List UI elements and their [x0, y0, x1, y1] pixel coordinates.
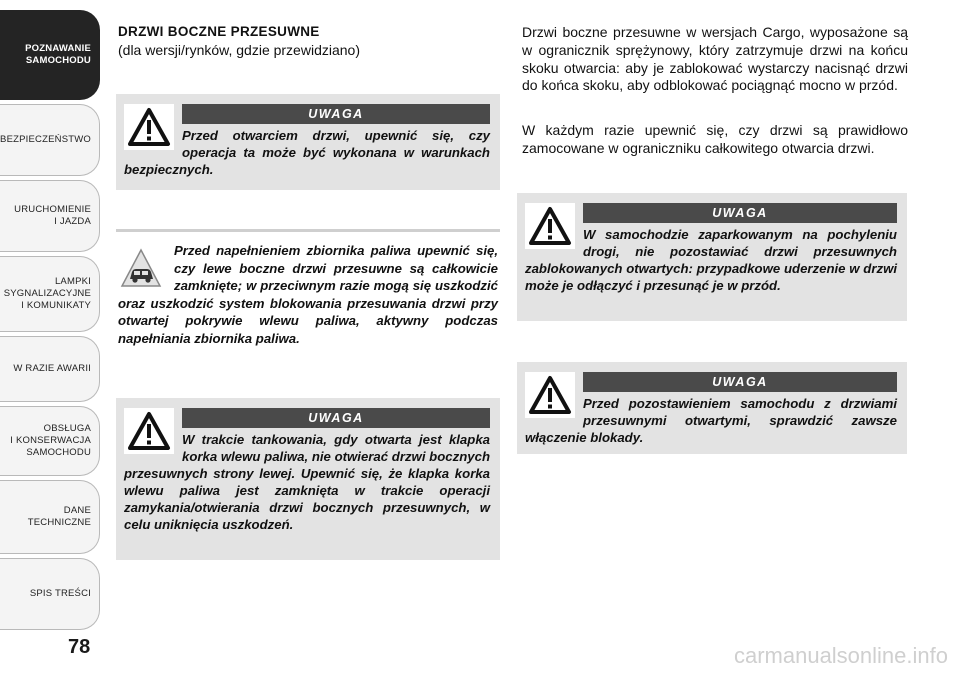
tab-obsluga-i-konserwacja[interactable]: OBSŁUGA I KONSERWACJA SAMOCHODU — [0, 406, 100, 476]
warning-box-1 — [116, 94, 500, 190]
section-heading: DRZWI BOCZNE PRZESUWNE — [118, 24, 320, 39]
tab-spis-tresci[interactable]: SPIS TREŚCI — [0, 558, 100, 630]
warning-text: Przed pozostawieniem samochodu z drzwiami przesuwnymi otwartymi, sprawdzić zawsze włączenie blokady. — [525, 396, 897, 445]
warning-label: UWAGA — [583, 372, 897, 392]
warning-box-4 — [517, 362, 907, 454]
tab-poznawanie-samochodu[interactable]: POZNAWANIE SAMOCHODU — [0, 10, 100, 100]
tab-uruchomienie-i-jazda[interactable]: URUCHOMIENIE I JAZDA — [0, 180, 100, 252]
tab-dane-techniczne[interactable]: DANE TECHNICZNE — [0, 480, 100, 554]
warning-box-2 — [116, 398, 500, 560]
warning-triangle-icon — [124, 104, 174, 150]
warning-text: Przed otwarciem drzwi, upewnić się, czy operacja ta może być wykonana w warunkach bezpiecznych. — [124, 128, 490, 177]
warning-label: UWAGA — [583, 203, 897, 223]
info-text: Przed napełnieniem zbiornika paliwa upewnić się, czy lewe boczne drzwi przesuwne są całkowicie zamknięte; w przeciwnym razie mogą się uszkodzić oraz uszkodzić system blokowania przesuwania drzwi przy otwartej pokrywie wlewu paliwa, aktywny podczas napełniania zbiornika paliwa. — [118, 243, 498, 346]
watermark: carmanualsonline.info — [733, 643, 948, 668]
info-box — [116, 229, 500, 379]
page-number: 78 — [68, 636, 91, 658]
warning-triangle-icon — [525, 372, 575, 418]
tab-lampki-sygnalizacyjne[interactable]: LAMPKI SYGNALIZACYJNE I KOMUNIKATY — [0, 256, 100, 332]
warning-label: UWAGA — [182, 104, 490, 124]
warning-triangle-icon — [525, 203, 575, 249]
warning-box-3 — [517, 193, 907, 321]
warning-text: W samochodzie zaparkowanym na pochyleniu drogi, nie pozostawiać drzwi przesuwnych zablokowanych otwartych: przypadkowe uderzenie w drzwi może je odłączyć i przesunąć je w przód. — [525, 227, 897, 293]
tab-bezpieczenstwo[interactable]: BEZPIECZEŃSTWO — [0, 104, 100, 176]
paragraph-2: W każdym razie upewnić się, czy drzwi są prawidłowo zamocowane w ograniczniku całkowitego otwarcia drzwi. — [522, 122, 908, 156]
section-subheading: (dla wersji/rynków, gdzie przewidziano) — [118, 42, 360, 58]
paragraph-1: Drzwi boczne przesuwne w wersjach Cargo, wyposażone są w ogranicznik sprężynowy, który zatrzymuje drzwi na końcu skoku otwarcia: aby je zablokować wystarczy nacisnąć drzwi do końca skoku, aby odblokować pociągnąć mocno w przód. — [522, 24, 908, 94]
warning-triangle-icon — [124, 408, 174, 454]
car-info-icon — [118, 246, 164, 292]
tab-w-razie-awarii[interactable]: W RAZIE AWARII — [0, 336, 100, 402]
warning-label: UWAGA — [182, 408, 490, 428]
warning-text: W trakcie tankowania, gdy otwarta jest klapka korka wlewu paliwa, nie otwierać drzwi bocznych przesuwnych strony lewej. Upewnić się, że klapka korka wlewu paliwa jest zamknięta w trakcie operacji zamykania/otwierania drzwi bocznych przesuwnych, w celu uniknięcia uszkodzeń. — [124, 432, 490, 532]
